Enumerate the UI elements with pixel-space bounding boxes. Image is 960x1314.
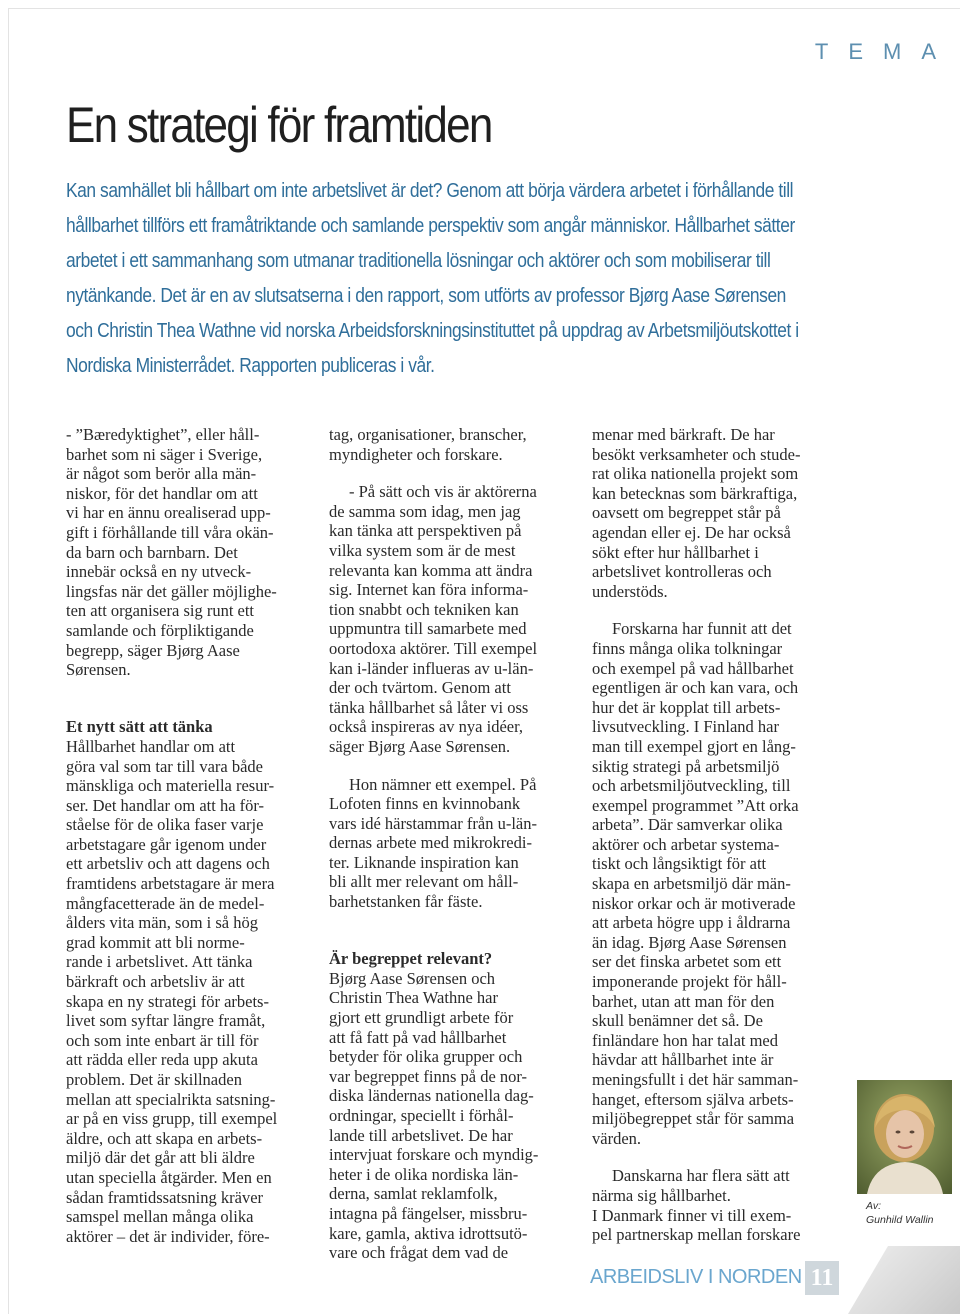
paragraph: Hållbarhet handlar om att göra val som tar till vara både mänskliga och materiella resur- ser. Det handlar om att ha för- ståelse för de olika faser varje arbetstagare går igenom under ett arbetsliv och att dagens och framtidens arbetstagare är mera mångfacetterade än de medel- ålders vita män, som i så hög grad kommit att bli norme- rande i arbetslivet. Att tänka bärkraft och arbetsliv är att skapa en ny strategi för arbets- livet som syftar längre framåt, och som inte enbart är till för att rädda eller reda upp akuta problem. Det är skillnaden mellan att specialrikta satsning- ar på en viss grupp, till exempel äldre, och att skapa en arbets- miljö där det går att bli äldre utan speciella åtgärder. Men en sådan framtidssatsning kräver samspel mellan många olika aktörer – det är individer, före- [66,736,278,1246]
paragraph: - ”Bæredyktighet”, eller håll- barhet som ni säger i Sverige, är något som berör alla män- niskor, för det handlar om att vi har en ännu orealiserad upp- gift i förhållande till våra okän- da barn och barnbarn. Det innebär också en ny utveck- lingsfas när det gäller möjlighe- ten att organisera sig runt ett samlande och förpliktigande begrepp, säger Bjørg Aase Sørensen. [66,425,277,680]
column-1 [66,425,304,1246]
paragraph: menar med bärkraft. De har besökt verksamheter och stude- rat olika nationella projekt som kan betecknas som bärkraftiga, oavsett om begreppet står på agendan eller ej. De har också sökt efter hur hållbarhet i arbetslivet kontrolleras och understöds. [592,425,801,601]
page-number: 11 [805,1261,839,1295]
byline-caption: Av: Gunhild Wallin [866,1200,934,1226]
paragraph: - På sätt och vis är aktörerna de samma som idag, men jag kan tänka att perspektiven på vilka system som är de mest relevanta kan komma att ändra sig. Internet kan föra informa- tion snabbt och tekniken kan uppmuntra till samarbete med oortodoxa aktörer. Till exempel kan i-länder influeras av u-län- der och tvärtom. Genom att tänka hållbarhet så låter vi oss också inspireras av nya idéer, säger Bjørg Aase Sørensen. [329,482,538,756]
paragraph: Bjørg Aase Sørensen och Christin Thea Wathne har gjort ett grundligt arbete för att få fatt på vad hållbarhet betyder för olika grupper och var begreppet finns på de nor- diska ländernas nationella dag- ordningar, speciellt i förhål- lande till arbetslivet. De har intervjuat forskare och myndig- heter i de olika nordiska län- derna, samlat reklamfolk, intagna på fängelser, missbru- kare, gamla, aktiva idrottsutö- vare och frågat dem vad de [329,968,539,1263]
paragraph: Hon nämner ett exempel. På Lofoten finns en kvinnobank vars idé härstammar från u-län- dernas arbete med mikrokredi- ter. Liknande inspiration kan bli allt mer relevant om håll- barhetstanken får fäste. [329,774,537,912]
article-lead: Kan samhället bli hållbart om inte arbetslivet är det? Genom att börja värdera arbetet i förhållande till hållbarhet tillförs ett framåtriktande och samlande perspektiv som angår människor. Hållbarhet sätter arbetet i ett sammanhang som utmanar traditionella lösningar och aktörer och som mobiliserar till nytänkande. Det är en av slutsatserna i den rapport, som utförts av professor Bjørg Aase Sørensen och Christin Thea Wathne vid norska Arbeidsforskningsinstituttet på uppdrag av Arbetsmiljöutskottet i Nordiska Ministerrådet. Rapporten publiceras i vår. [66,180,799,377]
paragraph: tag, organisationer, branscher, myndigheter och forskare. [329,425,527,464]
author-photo [857,1080,952,1194]
subheading: Är begreppet relevant? [329,949,493,969]
page-corner [848,1246,960,1314]
paragraph: I Danmark finner vi till exem- pel partnerskap mellan forskare [592,1205,801,1245]
section [329,930,575,1263]
column-3 [592,425,840,1245]
section [66,698,304,1247]
paragraph: Forskarna har funnit att det finns många olika tolkningar och exempel på vad hållbarhet egentligen är och kan vara, och hur det är kopplat till arbets- livsutveckling. I Finland har man till exempel gjort en lång- siktig strategi på arbetsmiljö och arbetsmiljöutveckling, till exempel programmet ”Att orka arbeta”. Där samverkar olika aktörer och arbetar systema- tiskt och långsiktigt för att skapa en arbetsmiljö där män- niskor orkar och är motiverade att arbeta högre upp i åldrarna än idag. Bjørg Aase Sørensen ser det finska arbetet som ett imponerande projekt för håll- barhet, utan att man för den skull benämner det så. De finländare hon har talat med hävdar att hållbarhet inte är meningsfullt i det här samman- hanget, eftersom själva arbets- miljöbegreppet står för samma värden. [592,619,799,1148]
publication-name: ARBEIDSLIV I NORDEN [590,1266,802,1288]
section-label: TEMA [814,39,956,64]
article-title: En strategi för framtiden [66,97,492,153]
paragraph: Danskarna har flera sätt att närma sig hållbarhet. [592,1166,790,1205]
author-portrait-icon [857,1080,952,1194]
subheading: Et nytt sätt att tänka [66,717,213,737]
column-2 [329,425,575,1263]
